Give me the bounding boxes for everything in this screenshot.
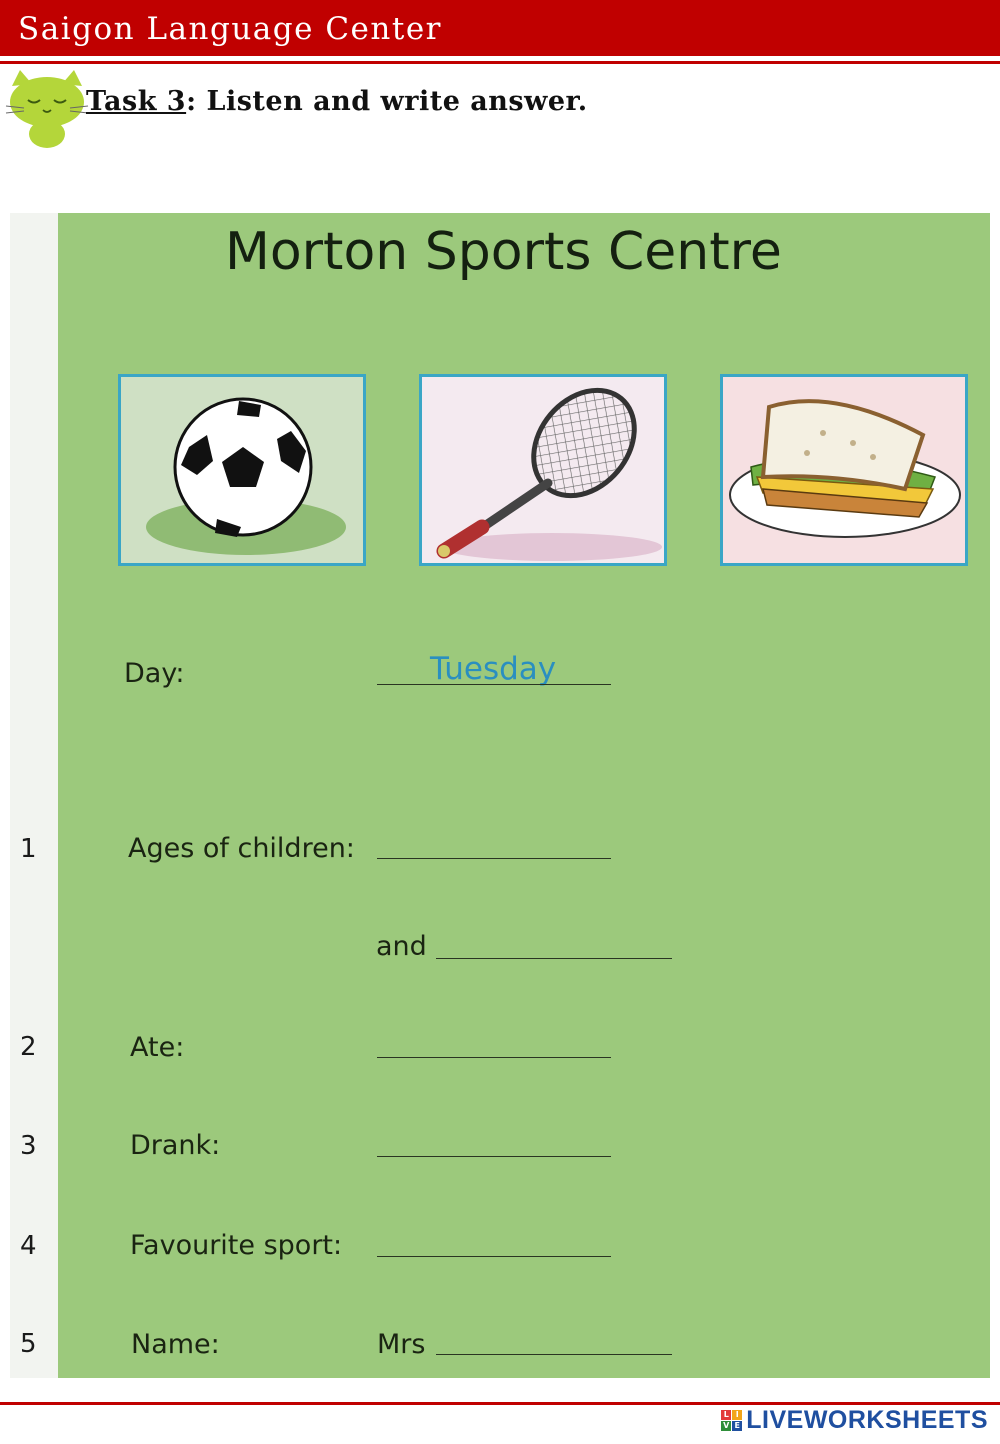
question-label-ages: Ages of children:	[128, 833, 355, 864]
example-answer-line	[377, 684, 611, 685]
footer-divider	[0, 1402, 1000, 1405]
answer-line-drank[interactable]	[377, 1156, 611, 1157]
answer-line-name[interactable]	[436, 1354, 672, 1355]
question-label-sport: Favourite sport:	[130, 1230, 343, 1261]
header-divider	[0, 61, 1000, 64]
racket-picture	[419, 374, 667, 566]
task-text: : Listen and write answer.	[186, 86, 588, 117]
worksheet-title: Morton Sports Centre	[225, 222, 782, 282]
task-number: Task 3	[86, 86, 187, 117]
name-prefix: Mrs	[377, 1329, 426, 1360]
example-answer: Tuesday	[430, 651, 557, 687]
header-title: Saigon Language Center	[18, 11, 442, 47]
sandwich-icon	[723, 377, 965, 563]
football-icon	[121, 377, 363, 563]
connector-and: and	[376, 931, 427, 962]
liveworksheets-logo-icon: L I V E	[721, 1410, 742, 1431]
liveworksheets-logo[interactable]	[721, 1406, 988, 1435]
question-number: 5	[20, 1329, 37, 1359]
question-number: 3	[20, 1131, 37, 1161]
question-label-drank: Drank:	[130, 1130, 221, 1161]
cat-mascot-icon	[2, 68, 92, 148]
example-label: Day:	[124, 658, 185, 689]
answer-line-sport[interactable]	[377, 1256, 611, 1257]
sandwich-picture	[720, 374, 968, 566]
tennis-racket-icon	[422, 377, 664, 563]
liveworksheets-brand: LIVEWORKSHEETS	[746, 1406, 988, 1434]
football-picture	[118, 374, 366, 566]
header-bar	[0, 0, 1000, 56]
question-number: 2	[20, 1032, 37, 1062]
task-instruction	[86, 86, 588, 117]
question-number: 4	[20, 1231, 37, 1261]
answer-line-age-2[interactable]	[436, 958, 672, 959]
question-label-name: Name:	[131, 1329, 220, 1360]
question-number: 1	[20, 834, 37, 864]
question-label-ate: Ate:	[130, 1032, 185, 1063]
answer-line-ate[interactable]	[377, 1057, 611, 1058]
answer-line-age-1[interactable]	[377, 858, 611, 859]
